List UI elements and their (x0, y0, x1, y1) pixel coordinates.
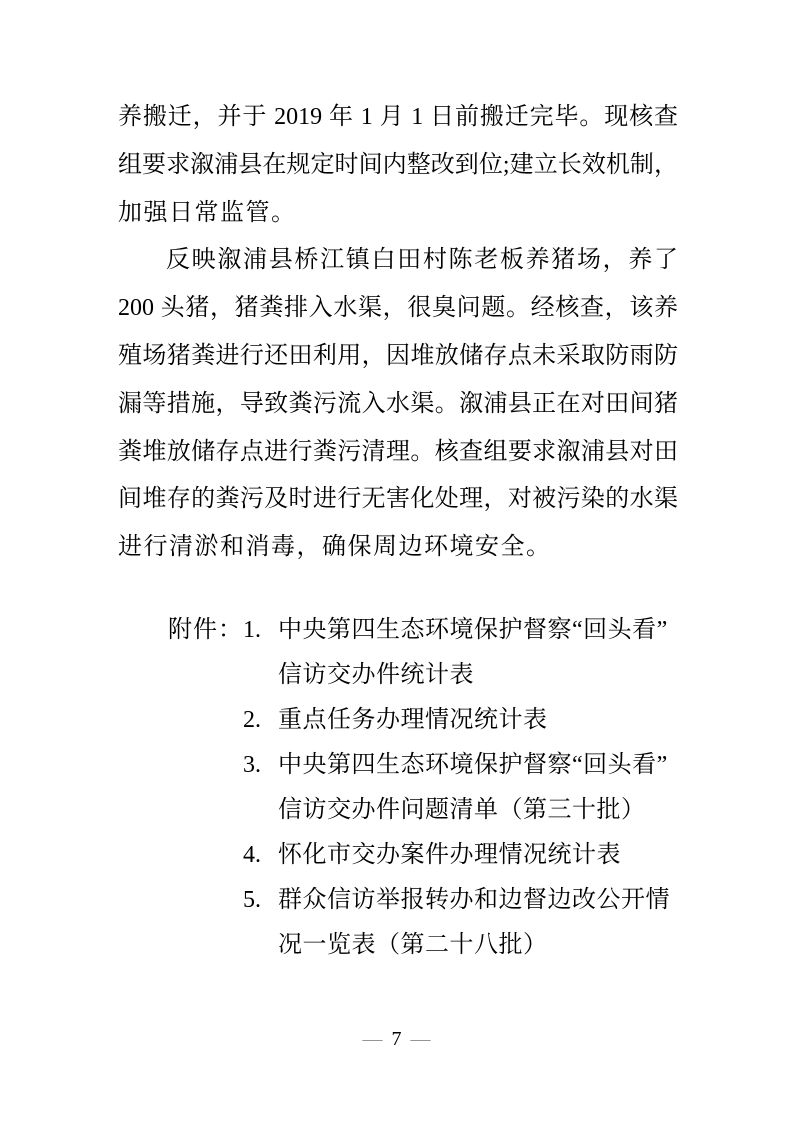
attachment-item-4 (243, 833, 678, 878)
page-number: 7 (391, 1028, 402, 1050)
attachment-line: 信访交办件问题清单（第三十批） (278, 796, 646, 823)
body-line: 粪堆放储存点进行粪污清理。核查组要求溆浦县对田 (118, 438, 678, 465)
attachment-item-5 (243, 878, 678, 968)
attachment-item-2 (243, 698, 678, 743)
attachment-line: 重点任务办理情况统计表 (278, 706, 548, 733)
attachment-title (278, 833, 678, 878)
attachment-line: 群众信访举报转办和边督边改公开情 (278, 886, 670, 913)
attachments-items (243, 608, 678, 968)
paragraph-report (118, 237, 678, 572)
attachment-line: 中央第四生态环境保护督察“回头看” (278, 751, 668, 778)
attachment-title (278, 743, 678, 833)
attachment-title (278, 878, 678, 968)
attachment-line: 怀化市交办案件办理情况统计表 (278, 841, 621, 868)
attachment-line: 况一览表（第二十八批） (278, 931, 548, 958)
attachment-title (278, 608, 678, 698)
attachment-title (278, 698, 678, 743)
attachment-number: 1. (243, 616, 261, 643)
attachment-number: 4. (243, 841, 261, 868)
attachment-item-3 (243, 743, 678, 833)
body-line: 殖场猪粪进行还田利用，因堆放储存点未采取防雨防 (118, 342, 678, 369)
paragraph-continued (118, 94, 678, 237)
footer-dash-right: — (410, 1028, 431, 1050)
attachment-number: 5. (243, 886, 261, 913)
body-line: 漏等措施，导致粪污流入水渠。溆浦县正在对田间猪 (118, 390, 678, 417)
attachments-list (118, 608, 678, 968)
attachment-number: 2. (243, 706, 261, 733)
body-line: 反映溆浦县桥江镇白田村陈老板养猪场，养了 (166, 247, 678, 274)
body-line: 间堆存的粪污及时进行无害化处理，对被污染的水渠 (118, 486, 678, 513)
footer-dash-left: — (362, 1028, 383, 1050)
attachment-line: 中央第四生态环境保护督察“回头看” (278, 616, 668, 643)
attachment-item-1 (243, 608, 678, 698)
body-line: 进行清淤和消毒，确保周边环境安全。 (118, 534, 552, 561)
page-footer (0, 1026, 793, 1052)
attachments-label: 附件： (168, 616, 243, 643)
body-line: 组要求溆浦县在规定时间内整改到位;建立长效机制， (118, 151, 678, 178)
attachment-number: 3. (243, 751, 261, 778)
attachment-line: 信访交办件统计表 (278, 661, 474, 688)
document-body (118, 94, 678, 968)
body-line: 养搬迁，并于 2019 年 1 月 1 日前搬迁完毕。现核查 (118, 104, 678, 130)
body-line: 加强日常监管。 (118, 199, 297, 226)
body-line: 200 头猪，猪粪排入水渠，很臭问题。经核查，该养 (118, 295, 678, 322)
